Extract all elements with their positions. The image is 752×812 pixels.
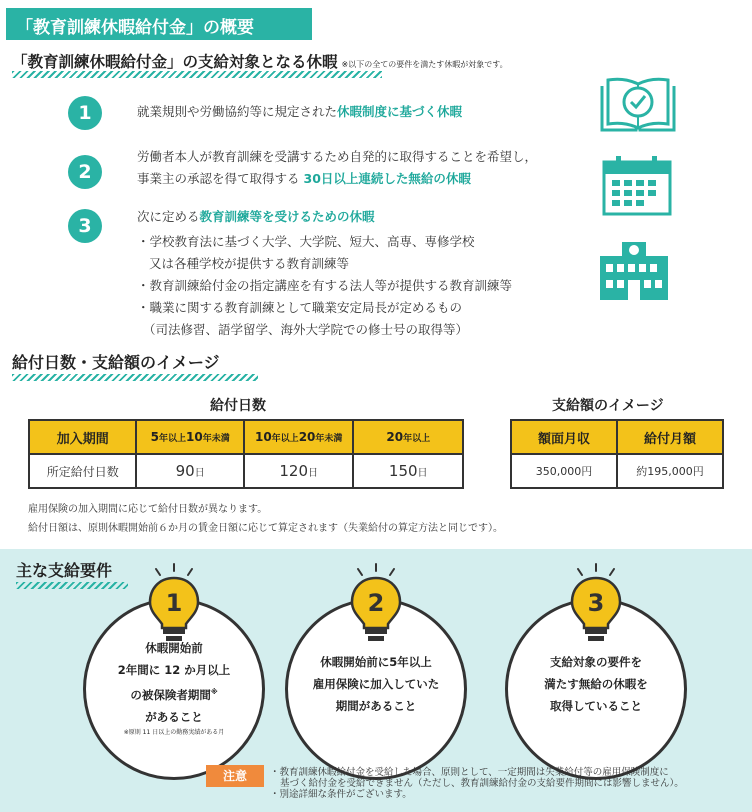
days-table-header-col1 [136,420,243,454]
requirement-text-3 [137,206,375,228]
requirement-3-text: 次に定める [137,209,200,224]
lightbulb-number-2: 2 [367,589,385,617]
amount-table-caption: 支給額のイメージ [552,398,664,414]
caution-line-3: ・別途詳細な条件がございます。 [270,789,412,800]
circle-1-line [86,681,262,706]
section2-heading: 給付日数・支給額のイメージ [12,353,220,372]
circle-2-line: 雇用保険に加入していた [312,677,440,691]
school-building-icon [598,238,670,306]
lightbulb-icon [340,562,412,646]
requirement-3-bullet: ・職業に関する教育訓練として職業安定局長が定めるもの [137,300,463,315]
requirement-text-1 [137,101,462,123]
requirement-number-3: 3 [68,209,102,243]
circle-1-sup: ※ [210,688,218,696]
requirement-3-highlight: 教育訓練等を受けるための休暇 [199,209,375,224]
days-value-3-num: 150 [388,462,418,480]
requirement-circle-1-text [86,637,262,738]
circle-2-line: 休暇開始前に5年以上 [320,655,432,669]
col2-num-c: 20 [298,430,316,444]
requirement-circle-3-text [508,651,684,717]
requirement-2-line2 [137,168,537,190]
col2-unit-d: 年未満 [315,434,343,444]
section1-heading-text: 「教育訓練休暇給付金」の支給対象となる休暇 [12,53,338,71]
section1-heading [12,50,508,72]
lightbulb-number-3: 3 [587,589,605,617]
caution-badge: 注意 [206,765,264,787]
days-table-caption: 給付日数 [210,398,266,414]
lightbulb-icon [560,562,632,646]
caution-line-1: ・教育訓練休暇給付金を受給した場合、原則として、一定期間は失業給付等の雇用保険制度に [270,767,669,778]
circle-1-line: があること [145,709,203,724]
days-value-3 [353,454,463,488]
page-title: 「教育訓練休暇給付金」の概要 [6,8,312,40]
col2-num-a: 10 [254,430,272,444]
amount-header-gross: 額面月収 [511,420,617,454]
days-table-header-col3 [353,420,463,454]
table-note-1: 雇用保険の加入期間に応じて給付日数が異なります。 [28,504,268,515]
circle-1-footnote: ※原則 11 日以上の勤務実績がある月 [123,728,225,736]
requirement-1-highlight: 休暇制度に基づく休暇 [337,104,463,119]
table-note-2: 給付日額は、原則休暇開始前６か月の賃金日額に応じて算定されます（失業給付の算定方法と同じです）。 [28,523,503,534]
requirement-1-text: 就業規則や労働協約等に規定された [137,104,338,119]
col1-unit-b: 年以上 [158,434,186,444]
col1-num-a: 5 [150,430,159,444]
days-unit: 日 [308,468,318,479]
circle-3-line: 満たす無給の休暇を [544,677,648,691]
col3-num-a: 20 [386,430,404,444]
days-table-header-col2 [244,420,354,454]
amount-value-benefit: 約195,000円 [617,454,723,488]
requirement-2-line1: 労働者本人が教育訓練を受講するため自発的に取得することを希望し， [137,149,538,164]
days-table [28,419,464,489]
requirement-2-text: 事業主の承認を得て取得する [137,171,300,186]
requirement-3-bullet: ・教育訓練給付金の指定講座を有する法人等が提供する教育訓練等 [137,278,513,293]
days-value-2 [244,454,354,488]
requirement-text-2 [137,146,537,190]
requirement-circle-2-text [288,651,464,717]
days-table-row-label: 所定給付日数 [29,454,136,488]
calendar-icon [602,154,672,220]
lightbulb-number-1: 1 [165,589,183,617]
days-value-1-num: 90 [175,462,195,480]
requirement-3-bullet: 又は各種学校が提供する教育訓練等 [149,256,350,271]
amount-value-gross: 350,000円 [511,454,617,488]
section2-underline [12,374,258,381]
lightbulb-icon [138,562,210,646]
days-value-1 [136,454,243,488]
book-check-icon [598,74,678,142]
circle-1-line: 2年間に 12 か月以上 [117,663,231,677]
section3-underline [16,582,128,589]
circle-3-line: 支給対象の要件を [550,655,642,669]
col1-unit-d: 年未満 [202,434,230,444]
requirement-3-bullet: （司法修習、語学留学、海外大学院での修士号の取得等） [143,322,469,337]
requirement-number-1: 1 [68,96,102,130]
caution-line-2: 基づく給付金を受給できません（ただし、教育訓練給付金の支給要件期間には影響しません）。 [280,778,684,789]
requirement-2-highlight: 30日以上連続した無給の休暇 [303,171,471,186]
days-table-header-label: 加入期間 [29,420,136,454]
amount-table [510,419,724,489]
col2-unit-b: 年以上 [271,434,299,444]
section1-underline [12,71,382,78]
circle-2-line: 期間があること [335,699,417,713]
section3-heading: 主な支給要件 [16,561,113,580]
circle-1-line: 休暇開始前 [145,641,203,655]
days-value-2-num: 120 [279,462,308,480]
amount-header-benefit: 給付月額 [617,420,723,454]
circle-1-line-text: の被保険者期間 [130,687,211,702]
section1-note: ※以下の全ての要件を満たす休暇が対象です。 [341,60,508,69]
requirement-number-2: 2 [68,155,102,189]
requirement-3-bullet: ・学校教育法に基づく大学、大学院、短大、高専、専修学校 [137,234,475,249]
days-unit: 日 [194,468,205,479]
col3-unit-b: 年以上 [403,434,431,444]
days-unit: 日 [417,468,428,479]
col1-num-c: 10 [186,430,203,444]
circle-3-line: 取得していること [550,699,642,713]
